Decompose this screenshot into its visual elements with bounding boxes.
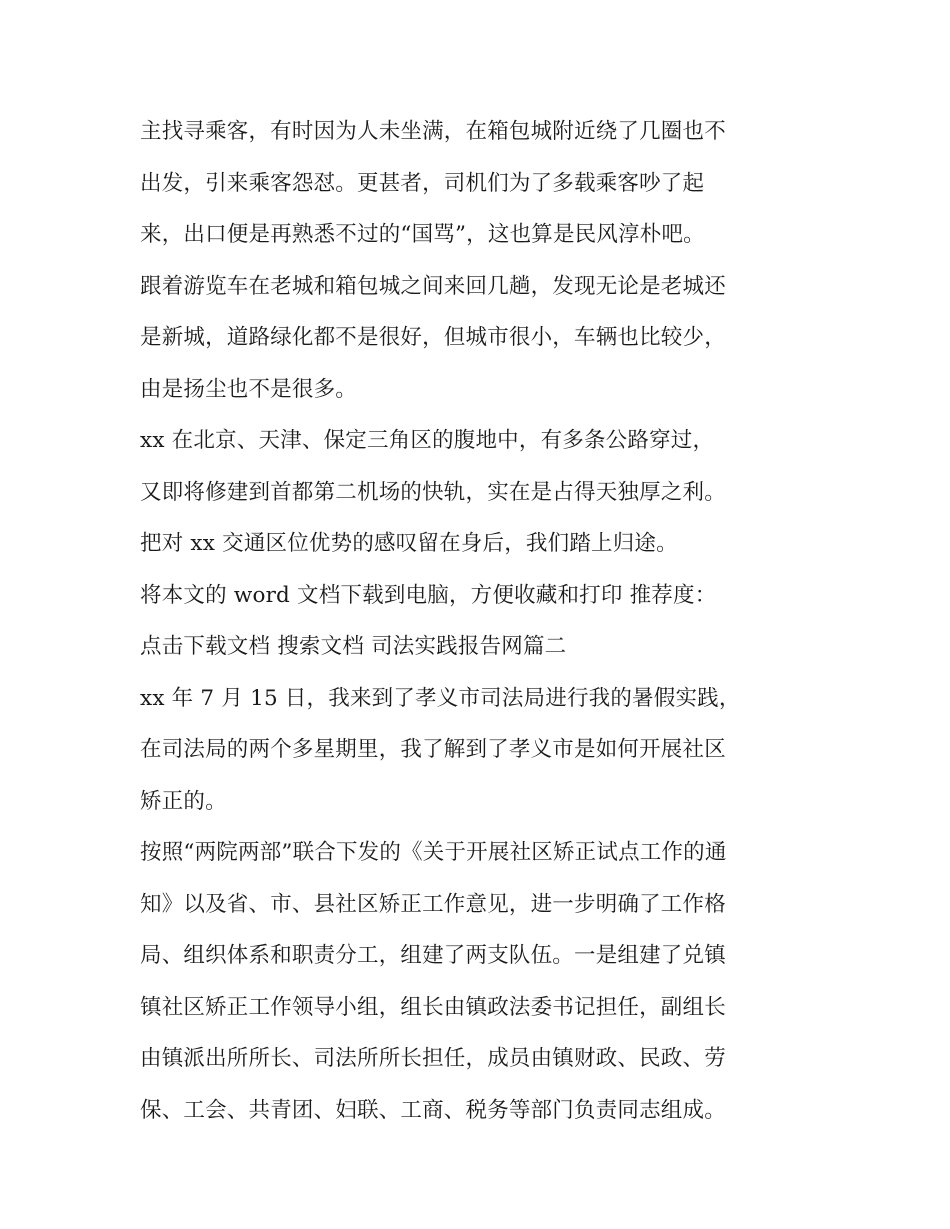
text-line: 把对 xx 交通区位优势的感叹留在身后，我们踏上归途。: [140, 531, 678, 556]
text-line: 由镇派出所所长、司法所所长担任，成员由镇财政、民政、劳: [140, 1046, 726, 1071]
text-line: xx 在北京、天津、保定三角区的腹地中，有多条公路穿过，: [140, 428, 715, 453]
text-line: 镇社区矫正工作领导小组，组长由镇政法委书记担任，副组长: [140, 994, 726, 1020]
text-line: 点击下载文档 搜索文档 司法实践报告网篇二: [140, 634, 567, 659]
text-line: 由是扬尘也不是很多。: [140, 376, 358, 402]
text-line: 将本文的 word 文档下载到电脑，方便收藏和打印 推荐度：: [140, 582, 717, 608]
text-line: 又即将修建到首都第二机场的快轨，实在是占得天独厚之利。: [140, 479, 726, 505]
text-line: 在司法局的两个多星期里，我了解到了孝义市是如何开展社区: [140, 737, 726, 762]
text-line: 跟着游览车在老城和箱包城之间来回几趟，发现无论是老城还: [140, 273, 726, 299]
text-line: 局、组织体系和职责分工，组建了两支队伍。一是组建了兑镇: [140, 943, 726, 968]
text-line: 矫正的。: [140, 788, 227, 814]
text-line: xx 年 7 月 15 日，我来到了孝义市司法局进行我的暑假实践，: [140, 685, 741, 711]
document-body: [140, 106, 820, 1136]
text-line: 是新城，道路绿化都不是很好，但城市很小，车辆也比较少，: [140, 325, 726, 350]
text-line: 主找寻乘客，有时因为人未坐满，在箱包城附近绕了几圈也不: [140, 119, 726, 144]
text-line: 按照“两院两部”联合下发的《关于开展社区矫正试点工作的通: [140, 840, 727, 865]
text-line: 保、工会、共青团、妇联、工商、税务等部门负责同志组成。: [140, 1097, 726, 1123]
text-line: 来，出口便是再熟悉不过的“国骂”，这也算是民风淳朴吧。: [140, 222, 705, 247]
text-line: 知》以及省、市、县社区矫正工作意见，进一步明确了工作格: [140, 891, 726, 917]
text-line: 出发，引来乘客怨怼。更甚者，司机们为了多载乘客吵了起: [140, 170, 705, 196]
